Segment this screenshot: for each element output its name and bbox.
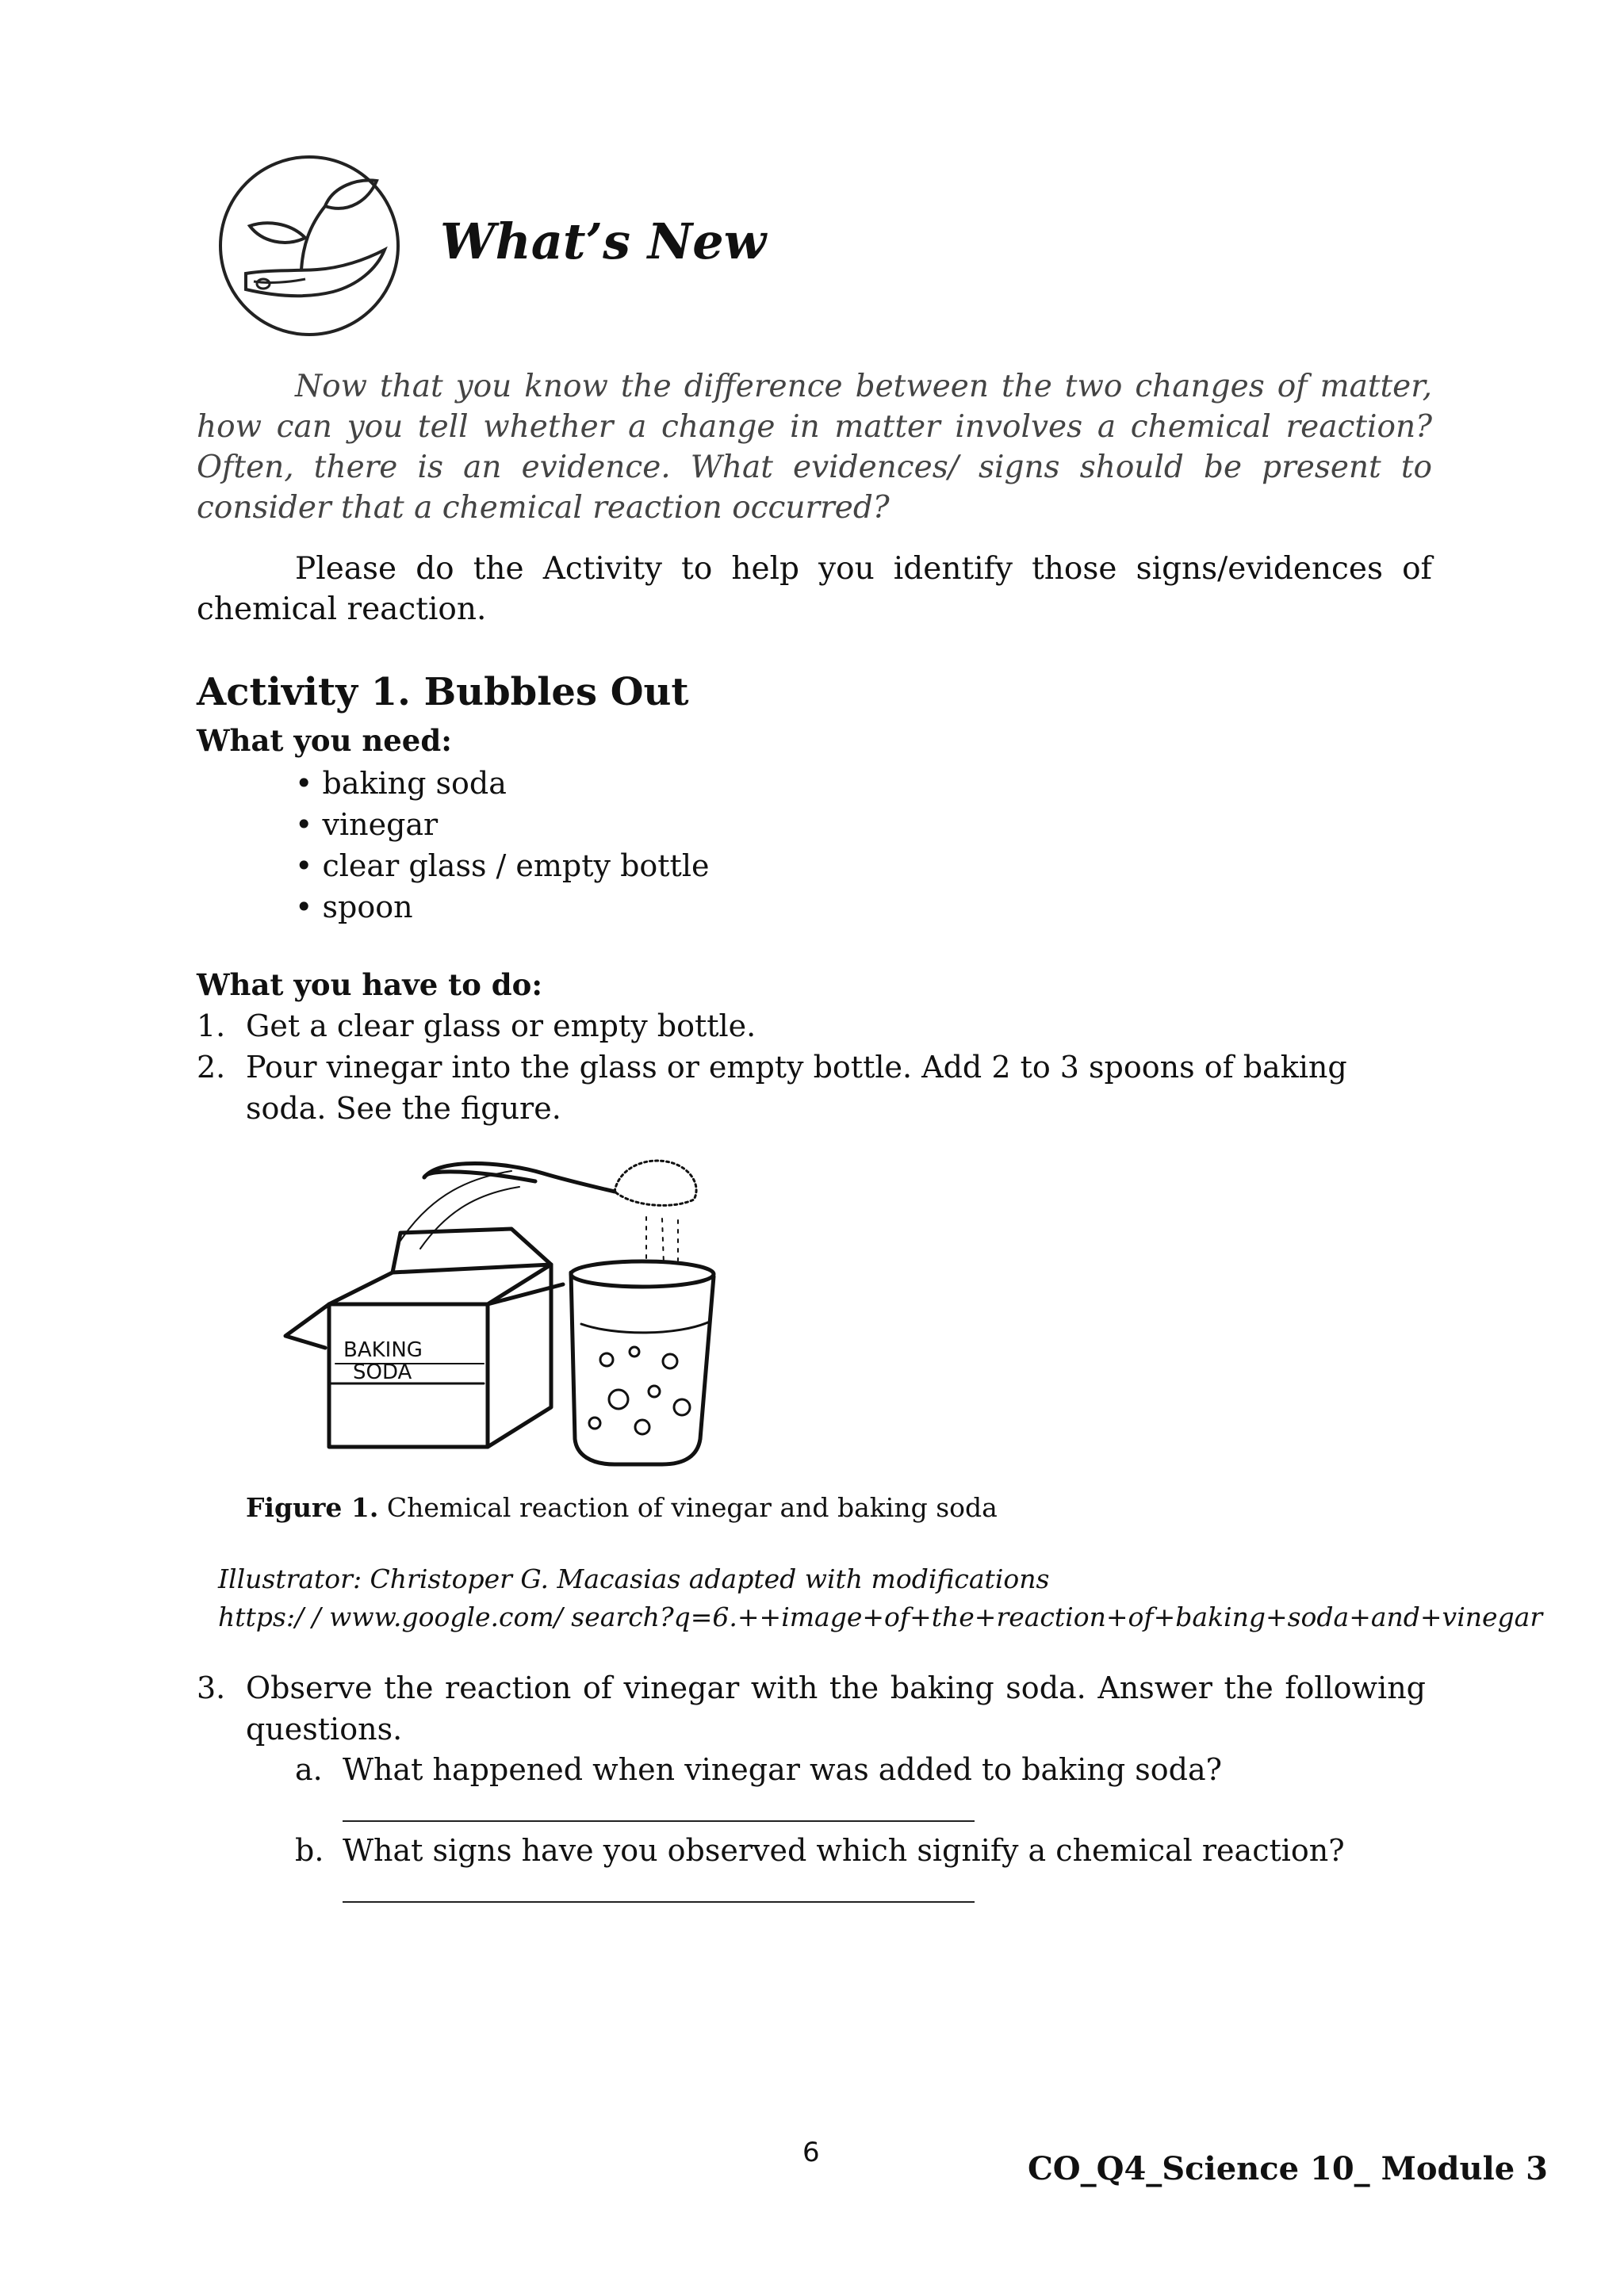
instruction-text: Please do the Activity to help you identify those signs/evidences of chemical reaction. bbox=[197, 551, 1432, 627]
question-a: a. What happened when vinegar was added to baking soda? bbox=[295, 1752, 1222, 1787]
procedure-heading: What you have to do: bbox=[197, 967, 543, 1002]
material-item: • baking soda bbox=[295, 766, 507, 801]
figure-credit: Illustrator: Christoper G. Macasias adapted with modifications https:/ / www.google.com/ search?q=6.++image+of+the+reaction+of+baking+soda+and+vinegar bbox=[218, 1563, 1543, 1632]
procedure-step: 1. Get a clear glass or empty bottle. bbox=[197, 1008, 756, 1043]
answer-line-b[interactable] bbox=[343, 1901, 975, 1903]
instruction-paragraph bbox=[197, 549, 1432, 629]
materials-list bbox=[295, 763, 709, 928]
page-title: What’s New bbox=[440, 212, 767, 270]
procedure-step: 2. Pour vinegar into the glass or empty bottle. Add 2 to 3 spoons of baking soda. See the figure. bbox=[197, 1050, 1347, 1126]
hand-holding-plant-icon bbox=[214, 151, 404, 341]
box-label-line2: SODA bbox=[353, 1360, 412, 1384]
material-item: • clear glass / empty bottle bbox=[295, 848, 710, 883]
intro-text: Now that you know the difference between the two changes of matter, how can you tell whether a change in matter involves a chemical reaction? Often, there is an evidence. What evidences/ signs should be present to consider that a chemical reaction occurred? bbox=[197, 369, 1432, 526]
activity-title: Activity 1. Bubbles Out bbox=[197, 670, 689, 714]
module-footer: CO_Q4_Science 10_ Module 3 bbox=[1027, 2150, 1548, 2187]
page-number: 6 bbox=[802, 2137, 820, 2168]
intro-paragraph bbox=[197, 366, 1432, 528]
question-b: b. What signs have you observed which signify a chemical reaction? bbox=[295, 1833, 1345, 1868]
figure-caption: Figure 1. Chemical reaction of vinegar and baking soda bbox=[246, 1492, 998, 1523]
material-item: • vinegar bbox=[295, 807, 439, 842]
procedure-step-3: 3. Observe the reaction of vinegar with the baking soda. Answer the following questions. bbox=[197, 1670, 1426, 1747]
material-item: • spoon bbox=[295, 890, 413, 924]
baking-soda-vinegar-illustration bbox=[282, 1154, 789, 1471]
box-label-line1: BAKING bbox=[343, 1338, 423, 1362]
answer-line-a[interactable] bbox=[343, 1820, 975, 1822]
procedure-list bbox=[197, 1005, 1394, 1129]
materials-heading: What you need: bbox=[197, 723, 452, 758]
